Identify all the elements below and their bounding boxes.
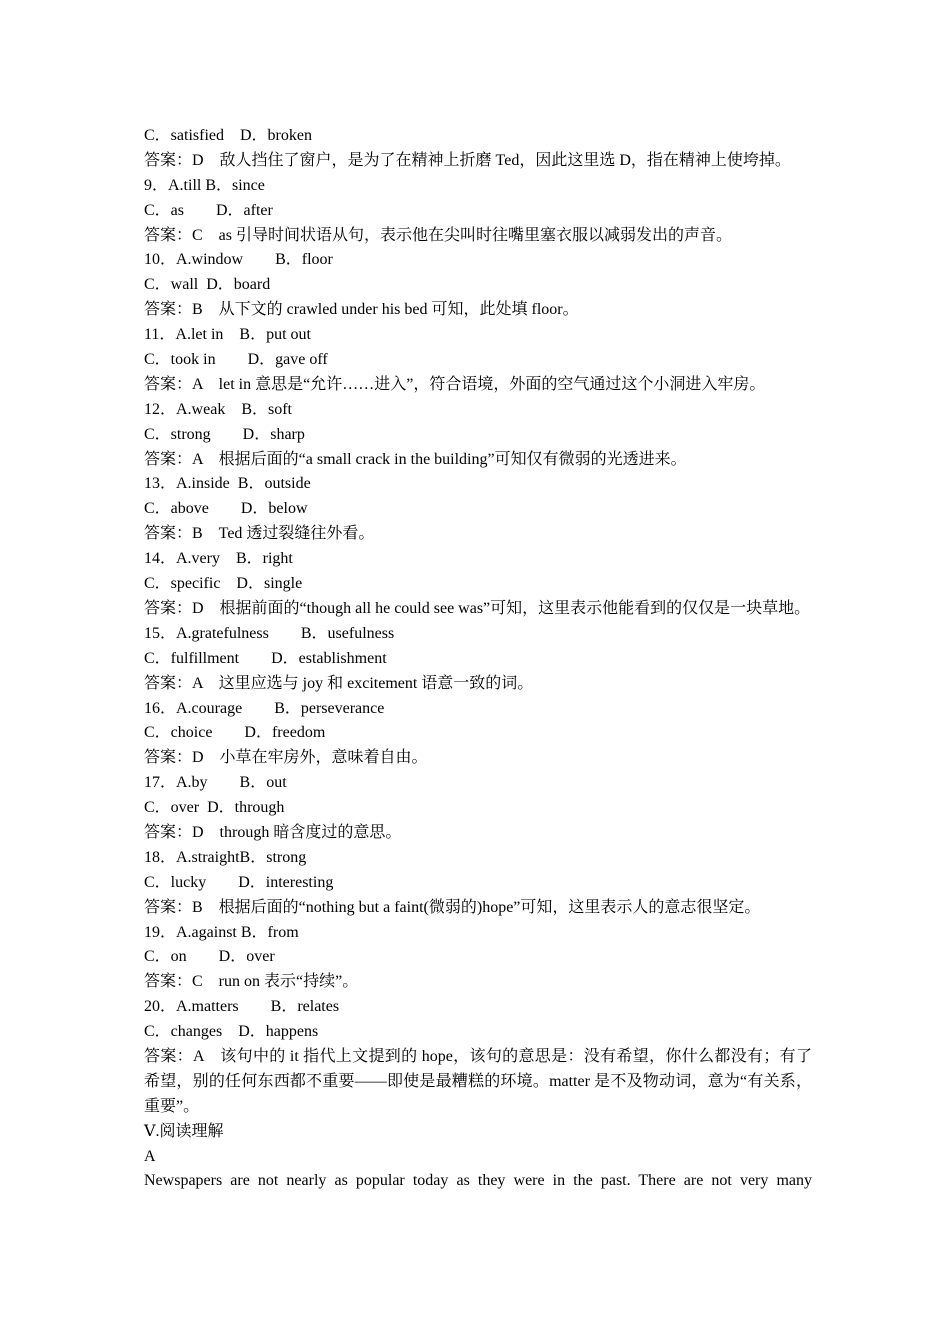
option-line: C．specific D．single <box>144 575 303 593</box>
question-17-options: 17．A.by B．out <box>144 774 287 792</box>
question-10-options: 10．A.window B．floor <box>144 251 333 269</box>
answer-line: 答案：D 小草在牢房外，意味着自由。 <box>144 749 428 767</box>
option-line: C．changes D．happens <box>144 1023 319 1041</box>
option-line: C．as D．after <box>144 201 273 219</box>
answer-line: 答案：C as 引导时间状语从句，表示他在尖叫时往嘴里塞衣服以减弱发出的声音。 <box>144 226 733 244</box>
question-13-options: 13．A.inside B．outside <box>144 475 311 493</box>
reading-passage: Newspapers are not nearly as popular today as they were in the past. There are not very many <box>144 1172 812 1190</box>
answer-line: 答案：D 敌人挡住了窗户，是为了在精神上折磨 Ted，因此这里选 D，指在精神上使垮掉。 <box>144 151 791 169</box>
option-line: C．on D．over <box>144 948 275 966</box>
question-11-options: 11．A.let in B．put out <box>144 326 311 344</box>
answer-line: 答案：A 根据后面的“a small crack in the building”可知仅有微弱的光透进来。 <box>144 450 687 468</box>
answer-paragraph: 答案：A 该句中的 it 指代上文提到的 hope，该句的意思是：没有希望，你什么都没有；有了希望，别的任何东西都不重要——即使是最糟糕的环境。matter 是不及物动词，意为“有关系，重要”。 <box>144 1047 812 1115</box>
question-16-options: 16．A.courage B．perseverance <box>144 699 385 717</box>
option-line: C．lucky D．interesting <box>144 873 334 891</box>
answer-line: 答案：C run on 表示“持续”。 <box>144 973 359 991</box>
passage-label: A <box>144 1147 156 1165</box>
answer-paragraph: 答案：D 根据前面的“though all he could see was”可知，这里表示他能看到的仅仅是一块草地。 <box>144 599 811 617</box>
document-body <box>144 124 812 1194</box>
option-line: C．wall D．board <box>144 276 271 294</box>
option-line: C．satisfied D．broken <box>144 127 312 144</box>
answer-line: 答案：A 这里应选与 joy 和 excitement 语意一致的词。 <box>144 674 534 692</box>
section-heading: Ⅴ.阅读理解 <box>144 1122 224 1140</box>
option-line: C．took in D．gave off <box>144 351 328 369</box>
answer-line: 答案：D through 暗含度过的意思。 <box>144 823 402 841</box>
option-line: C．over D．through <box>144 799 285 817</box>
answer-line: 答案：B Ted 透过裂缝往外看。 <box>144 525 375 543</box>
option-line: C．choice D．freedom <box>144 724 326 742</box>
question-15-options: 15．A.gratefulness B．usefulness <box>144 624 395 642</box>
question-9-options: 9．A.till B．since <box>144 176 265 194</box>
question-20-options: 20．A.matters B．relates <box>144 998 340 1016</box>
question-19-options: 19．A.against B．from <box>144 923 299 941</box>
option-line: C．strong D．sharp <box>144 425 305 443</box>
question-12-options: 12．A.weak B．soft <box>144 400 292 418</box>
option-line: C．fulfillment D．establishment <box>144 649 387 667</box>
answer-line: 答案：B 根据后面的“nothing but a faint(微弱的)hope”可知，这里表示人的意志很坚定。 <box>144 898 761 916</box>
question-14-options: 14．A.very B．right <box>144 550 293 568</box>
question-18-options: 18．A.straightB．strong <box>144 848 307 866</box>
answer-line: 答案：B 从下文的 crawled under his bed 可知，此处填 floor。 <box>144 301 579 319</box>
answer-line: 答案：A let in 意思是“允许……进入”，符合语境，外面的空气通过这个小洞进入牢房。 <box>144 375 766 393</box>
option-line: C．above D．below <box>144 500 308 518</box>
